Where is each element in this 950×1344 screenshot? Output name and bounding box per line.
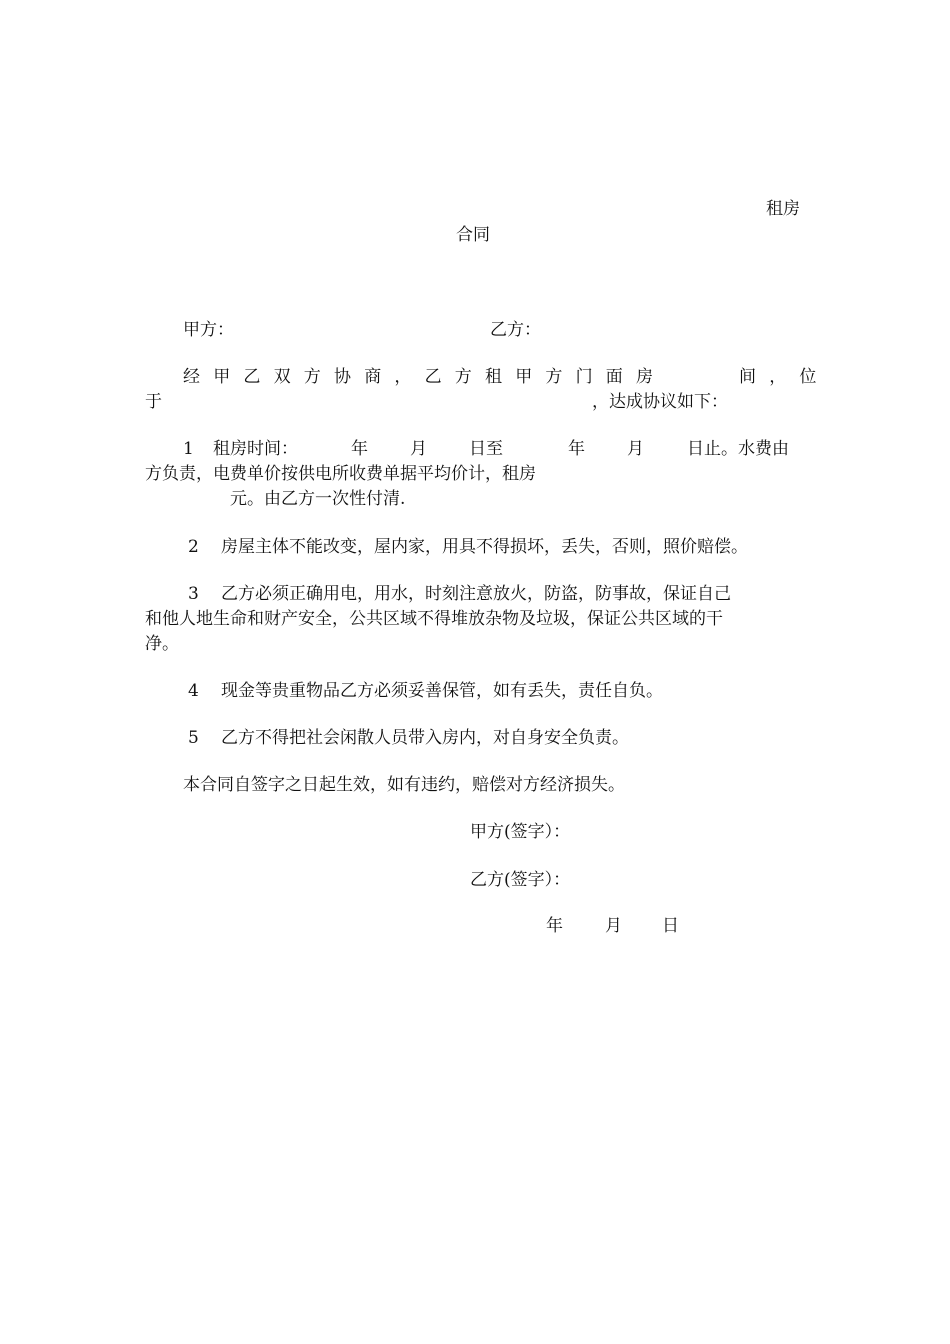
signature-party-b: 乙方(签字）： [470,870,571,890]
clause-1-to-month: 月 [627,439,644,459]
clause-5-number: 5 [188,728,199,748]
clause-2-number: 2 [188,537,199,557]
clause-1-line2: 方负责，电费单价按供电所收费单据平均价计，租房 [145,464,536,484]
signature-date-day: 日 [662,916,679,936]
clause-3-number: 3 [188,584,199,604]
party-b-label: 乙方： [490,320,541,340]
clause-4-number: 4 [188,681,199,701]
clause-5-text: 乙方不得把社会闲散人员带入房内，对自身安全负责。 [221,728,629,748]
document-title-part2: 合同 [456,225,490,245]
clause-1-line3: 元。由乙方一次性付清. [230,489,406,509]
clause-1-prefix: 租房时间： [213,439,298,459]
clause-1-number: 1 [183,439,194,459]
clause-1-from-day: 日至 [469,439,503,459]
clause-1-to-day: 日止。水费由 [687,439,789,459]
clause-3-line1: 乙方必须正确用电，用水，时刻注意放火，防盗，防事故，保证自己 [221,584,731,604]
clause-1-to-year: 年 [568,439,585,459]
clause-2-text: 房屋主体不能改变，屋内家，用具不得损坏，丢失，否则，照价赔偿。 [221,537,748,557]
intro-line1: 经甲乙双方协商，乙方租甲方门面房 [183,367,667,387]
document-title-part1: 租房 [766,199,800,219]
clause-1-from-year: 年 [351,439,368,459]
intro-unit: 间，位 [739,367,830,387]
clause-3-line2: 和他人地生命和财产安全，公共区域不得堆放杂物及垃圾，保证公共区域的干 [145,609,723,629]
signature-date-year: 年 [546,916,563,936]
intro-line2-end: ，达成协议如下： [592,392,728,412]
intro-line2-start: 于 [145,392,162,412]
clause-1-from-month: 月 [410,439,427,459]
signature-party-a: 甲方(签字）： [470,822,571,842]
clause-4-text: 现金等贵重物品乙方必须妥善保管，如有丢失，责任自负。 [221,681,663,701]
signature-date-month: 月 [605,916,622,936]
party-a-label: 甲方： [183,320,234,340]
closing-statement: 本合同自签字之日起生效，如有违约，赔偿对方经济损失。 [183,775,625,795]
clause-3-line3: 净。 [145,634,179,654]
